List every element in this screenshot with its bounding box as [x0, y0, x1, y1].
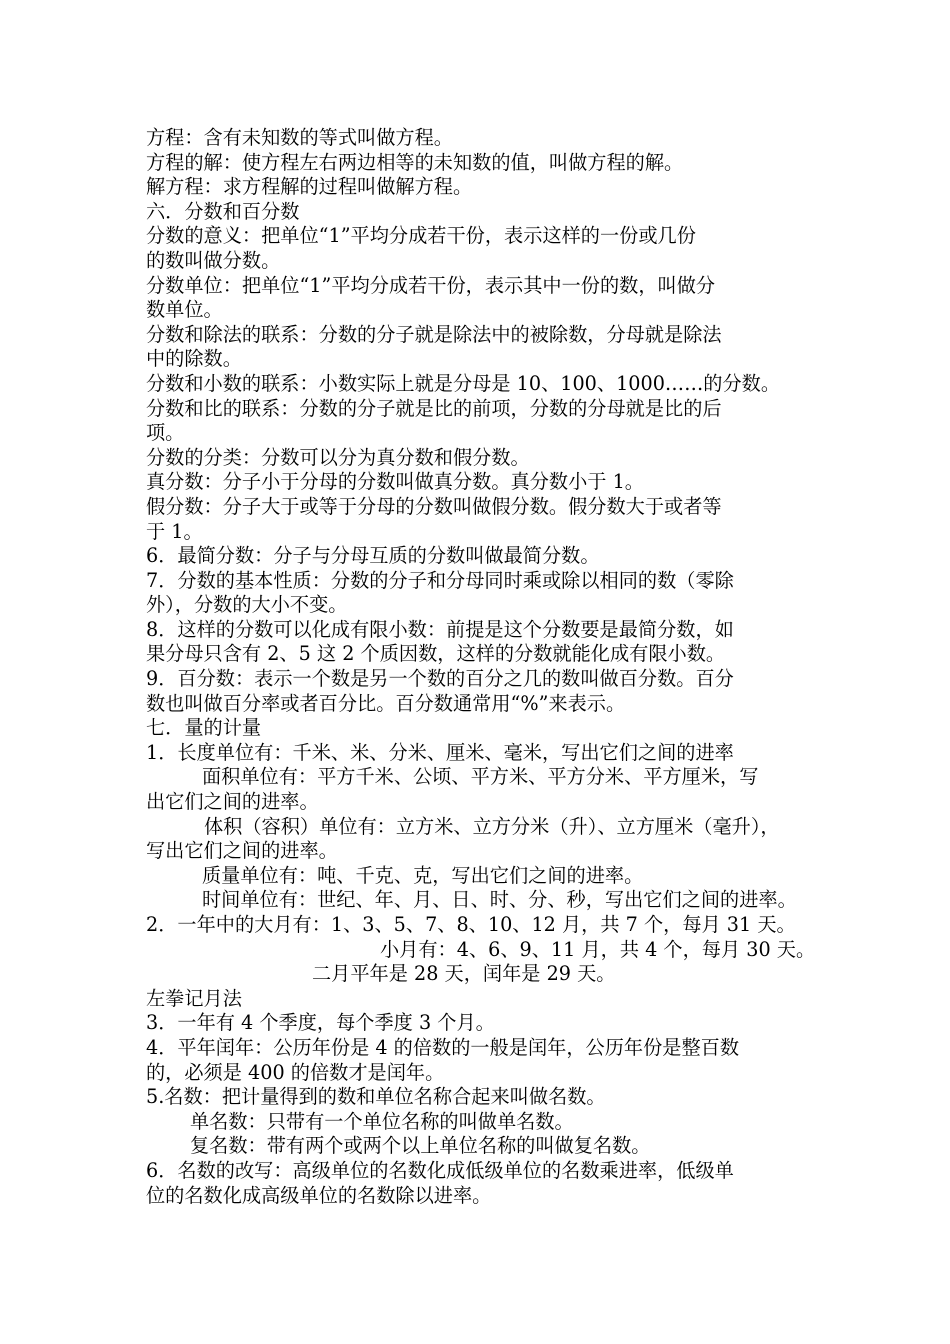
text-line: 数单位。 [146, 298, 223, 322]
text-line: 真分数：分子小于分母的分数叫做真分数。真分数小于 1。 [146, 470, 644, 494]
text-line: 体积（容积）单位有：立方米、立方分米（升）、立方厘米（毫升）， [204, 814, 780, 838]
text-line: 6．最简分数：分子与分母互质的分数叫做最简分数。 [146, 544, 600, 568]
section-heading: 七．量的计量 [146, 716, 262, 740]
text-line: 中的除数。 [146, 347, 242, 371]
text-line: 位的名数化成高级单位的名数除以进率。 [146, 1183, 492, 1207]
text-line: 写出它们之间的进率。 [146, 839, 338, 863]
text-line: 7．分数的基本性质：分数的分子和分母同时乘或除以相同的数（零除 [146, 568, 734, 592]
text-line: 小月有：4、6、9、11 月，共 4 个，每月 30 天。 [380, 937, 816, 961]
text-line: 假分数：分子大于或等于分母的分数叫做假分数。假分数大于或者等 [146, 494, 722, 518]
text-line: 分数的分类：分数可以分为真分数和假分数。 [146, 445, 530, 469]
text-line: 二月平年是 28 天，闰年是 29 天。 [312, 962, 616, 986]
text-line: 面积单位有：平方千米、公顷、平方米、平方分米、平方厘米，写 [202, 765, 759, 789]
section-heading: 六．分数和百分数 [146, 199, 300, 223]
text-line: 方程的解：使方程左右两边相等的未知数的值，叫做方程的解。 [146, 150, 684, 174]
text-line: 果分母只含有 2、5 这 2 个质因数，这样的分数就能化成有限小数。 [146, 642, 726, 666]
text-line: 解方程：求方程解的过程叫做解方程。 [146, 175, 473, 199]
text-line: 于 1。 [146, 519, 203, 543]
text-line: 分数单位：把单位“1”平均分成若干份，表示其中一份的数，叫做分 [146, 273, 716, 297]
text-line: 分数和比的联系：分数的分子就是比的前项，分数的分母就是比的后 [146, 396, 722, 420]
text-line: 的，必须是 400 的倍数才是闰年。 [146, 1060, 445, 1084]
text-line: 3．一年有 4 个季度，每个季度 3 个月。 [146, 1011, 495, 1035]
text-line: 项。 [146, 421, 185, 445]
text-line: 单名数：只带有一个单位名称的叫做单名数。 [190, 1109, 574, 1133]
text-line: 4．平年闰年：公历年份是 4 的倍数的一般是闰年，公历年份是整百数 [146, 1035, 740, 1059]
text-line: 1．长度单位有：千米、米、分米、厘米、毫米，写出它们之间的进率 [146, 740, 734, 764]
text-line: 8．这样的分数可以化成有限小数：前提是这个分数要是最简分数，如 [146, 617, 734, 641]
document-body [146, 126, 836, 1208]
text-line: 数也叫做百分率或者百分比。百分数通常用“%”来表示。 [146, 691, 626, 715]
text-line: 时间单位有：世纪、年、月、日、时、分、秒，写出它们之间的进率。 [202, 888, 797, 912]
text-line: 外），分数的大小不变。 [146, 593, 348, 617]
text-line: 2．一年中的大月有：1、3、5、7、8、10、12 月，共 7 个，每月 31 天。 [146, 913, 796, 936]
text-line: 9．百分数：表示一个数是另一个数的百分之几的数叫做百分数。百分 [146, 667, 734, 691]
text-line: 5.名数：把计量得到的数和单位名称合起来叫做名数。 [146, 1085, 606, 1109]
text-line: 的数叫做分数。 [146, 248, 281, 272]
text-line: 复名数：带有两个或两个以上单位名称的叫做复名数。 [190, 1134, 651, 1158]
text-line: 分数和除法的联系：分数的分子就是除法中的被除数，分母就是除法 [146, 322, 722, 346]
text-line: 出它们之间的进率。 [146, 790, 319, 814]
text-line: 6．名数的改写：高级单位的名数化成低级单位的名数乘进率，低级单 [146, 1158, 734, 1182]
text-line: 方程：含有未知数的等式叫做方程。 [146, 126, 453, 149]
text-line: 分数的意义：把单位“1”平均分成若干份，表示这样的一份或几份 [146, 224, 696, 248]
text-line: 左拳记月法 [146, 986, 242, 1010]
text-line: 质量单位有：吨、千克、克，写出它们之间的进率。 [202, 863, 644, 887]
text-line: 分数和小数的联系：小数实际上就是分母是 10、100、1000……的分数。 [146, 371, 781, 395]
